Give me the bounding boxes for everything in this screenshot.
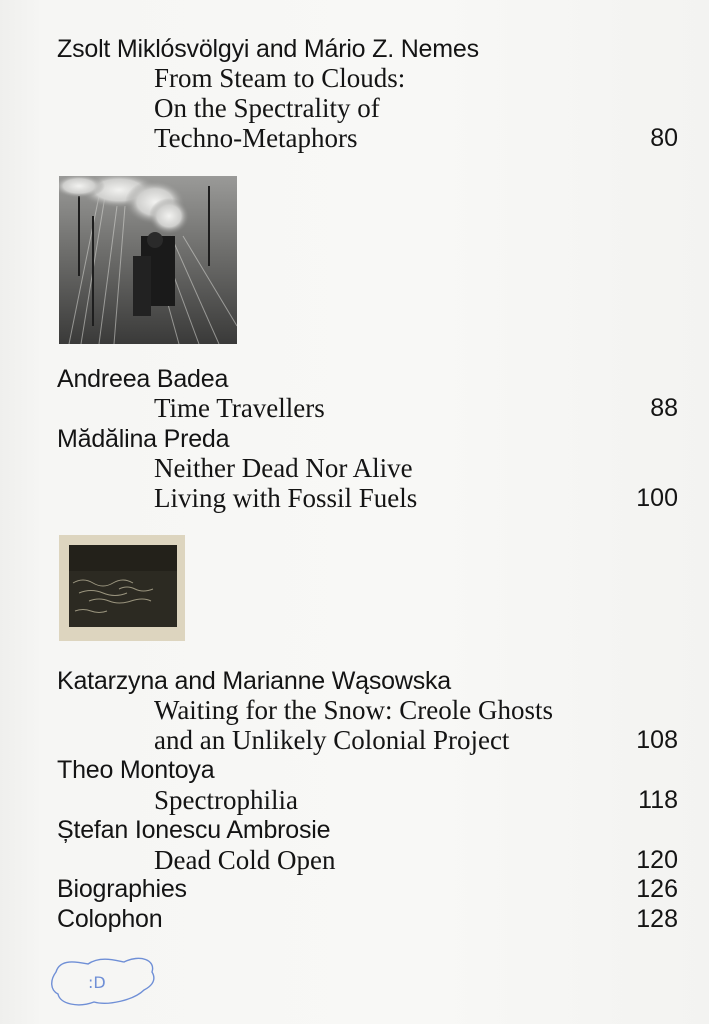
water-photo-image xyxy=(59,535,185,641)
toc-page-number: 126 xyxy=(636,875,678,903)
toc-title-line: and an Unlikely Colonial Project xyxy=(154,725,510,755)
toc-author: Theo Montoya xyxy=(57,756,215,784)
toc-page-number: 120 xyxy=(636,846,678,874)
toc-author: Mădălina Preda xyxy=(57,425,230,453)
toc-title-line: Neither Dead Nor Alive xyxy=(154,453,413,483)
smiley-doodle-icon xyxy=(48,950,166,1010)
toc-page-number: 108 xyxy=(636,726,678,754)
toc-title-line: Living with Fossil Fuels xyxy=(154,483,418,513)
toc-biographies: Biographies xyxy=(57,875,187,903)
toc-page-number: 100 xyxy=(636,484,678,512)
toc-author: Ștefan Ionescu Ambrosie xyxy=(57,816,331,844)
toc-title-line: Techno-Metaphors xyxy=(154,123,358,153)
toc-author: Andreea Badea xyxy=(57,365,229,393)
toc-title-line: Time Travellers xyxy=(154,393,325,423)
train-photo-image xyxy=(59,176,237,344)
toc-title-line: Waiting for the Snow: Creole Ghosts xyxy=(154,695,554,725)
toc-title-line: Dead Cold Open xyxy=(154,845,336,875)
toc-author: Zsolt Miklósvölgyi and Mário Z. Nemes xyxy=(57,35,479,63)
toc-page-number: 80 xyxy=(650,124,678,152)
toc-colophon: Colophon xyxy=(57,905,163,933)
steam-locomotive-photo xyxy=(59,176,237,344)
toc-title-line: From Steam to Clouds: xyxy=(154,63,406,93)
toc-page-number: 118 xyxy=(638,786,678,814)
doodle-text: :D xyxy=(88,973,106,992)
toc-page-number: 88 xyxy=(650,394,678,422)
toc-title-line: On the Spectrality of xyxy=(154,93,380,123)
toc-author: Katarzyna and Marianne Wąsowska xyxy=(57,667,451,695)
toc-title-line: Spectrophilia xyxy=(154,785,298,815)
dark-water-photo xyxy=(59,535,185,641)
toc-page-number: 128 xyxy=(636,905,678,933)
